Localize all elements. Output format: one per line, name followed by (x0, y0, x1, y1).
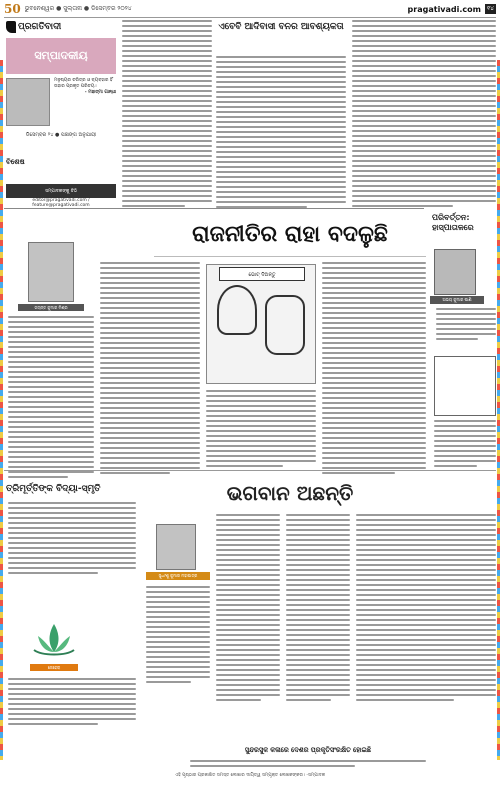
cartoon-figure-2 (265, 295, 305, 355)
right-text-col (434, 420, 496, 470)
right-author-name: ଅଭୟ କୁମାର ପାଣି (430, 296, 484, 304)
lower-author-name: ସୁଧାଂଶୁ କୁମାର ମହାପାତ୍ର (146, 572, 210, 580)
author-name: ଜୟନ୍ତ କୁମାର ମିଶ୍ର (18, 304, 84, 311)
page-number: ୧୪ (487, 5, 494, 12)
color-register-strip-left (0, 60, 3, 760)
section-banner: ସମ୍ପାଦକୀୟ (6, 38, 116, 74)
page-footer: ଏହି ପୃଷ୍ଠାର ପ୍ରକାଶିତ ସମସ୍ତ ଲେଖାର ଦାୟିତ୍ୱ ସମ୍ପୃକ୍ତ ଲେଖକଙ୍କର। -ସମ୍ପାଦକ (174, 773, 326, 778)
lower-text-col-3 (286, 514, 350, 704)
political-cartoon (206, 264, 316, 384)
editorial-text-col-2 (216, 56, 346, 211)
anniversary-logo: 50 (4, 2, 21, 16)
main-text-col-3 (206, 390, 316, 470)
lower-center-title: ଭଗବାନ ଅଛନ୍ତି (226, 481, 354, 505)
bottom-banner-text (190, 760, 426, 770)
lotus-icon (30, 620, 78, 660)
pen-nib-icon (6, 21, 16, 33)
quote-text: ମନୁଷ୍ୟର ଚରିତ୍ର ଓ ବ୍ୟବହାର ହିଁ ତାହାର ପ୍ରକୃତ ପରିଚୟ। (54, 78, 113, 89)
editorial-title (216, 22, 346, 33)
lower-left-text (8, 502, 136, 577)
lower-text-col-2 (216, 514, 280, 704)
lower-author-photo (156, 524, 196, 570)
almanac-line: ଡିସେମ୍ବର ୨୪ ● ପଞ୍ଚାଙ୍ଗ ଅନୁଯାୟୀ (25, 132, 97, 138)
brand-name: ପ୍ରଗତିବାଦୀ (18, 22, 62, 32)
lower-text-col-4 (356, 514, 496, 704)
main-text-col-4 (322, 262, 426, 477)
right-author-photo (434, 249, 476, 295)
cartoon-sign: ଭୋଟ୍ ଦିଅନ୍ତୁ (219, 267, 305, 281)
right-article-title: ପରିବର୍ତ୍ତନ: ହାସ୍ପାତାଳରେ (432, 213, 474, 232)
brand (6, 20, 64, 34)
page-header (4, 2, 496, 16)
quote-box (54, 78, 116, 96)
special-label: ବିଶେଷ (6, 158, 25, 166)
author-photo (28, 242, 74, 302)
lower-text-col-1 (146, 586, 210, 686)
mail-addresses[interactable]: editor@pragativadi.com / feature@pragativadi.com (32, 198, 90, 208)
main-text-col-1 (8, 316, 94, 481)
quote-author: - ମହାତ୍ମା ଗାନ୍ଧୀ (84, 90, 116, 95)
section-divider (4, 208, 424, 209)
editorial-text-col-1 (122, 20, 212, 210)
site-link[interactable]: pragativadi.com (407, 4, 482, 14)
mail-label: ସମ୍ପାଦକଙ୍କୁ ଚିଠି (6, 184, 116, 198)
right-text-col-top (436, 308, 496, 343)
cartoon-figure-1 (217, 285, 257, 335)
main-headline: ରାଜନୀତିର ରାହା ବଦଳୁଛି (154, 213, 426, 257)
editorial-title-text: ଏବେବି ଆଦିବାସୀ ବନର ଆବଶ୍ୟକତା (218, 22, 344, 32)
header-divider (4, 17, 496, 18)
right-inset-box (434, 356, 496, 416)
lower-divider (4, 470, 496, 471)
lotus-label: ଜେହେରା (30, 664, 78, 671)
lower-left-text-2 (8, 678, 136, 728)
main-text-col-2 (100, 262, 200, 477)
bottom-banner: ସୁନ୍ଦରସୁକ କଳାରେ ଦେଶର ପ୍ରକୃତିସଂରକ୍ଷିତ ହୋଇଛି (244, 746, 372, 754)
editorial-text-col-3 (352, 20, 496, 210)
lower-left-title: ତ୍ରିମୂର୍ତ୍ତିଙ୍କ ବିଦ୍ୟା-ସ୍ମୃତି (6, 484, 101, 494)
gandhi-portrait (6, 78, 50, 126)
date-line: ଭୁବନେଶ୍ୱର ● ସୁଲ୍ତାନା ● ଡିସେମ୍ବର ୨୦୨୪ (24, 5, 132, 12)
